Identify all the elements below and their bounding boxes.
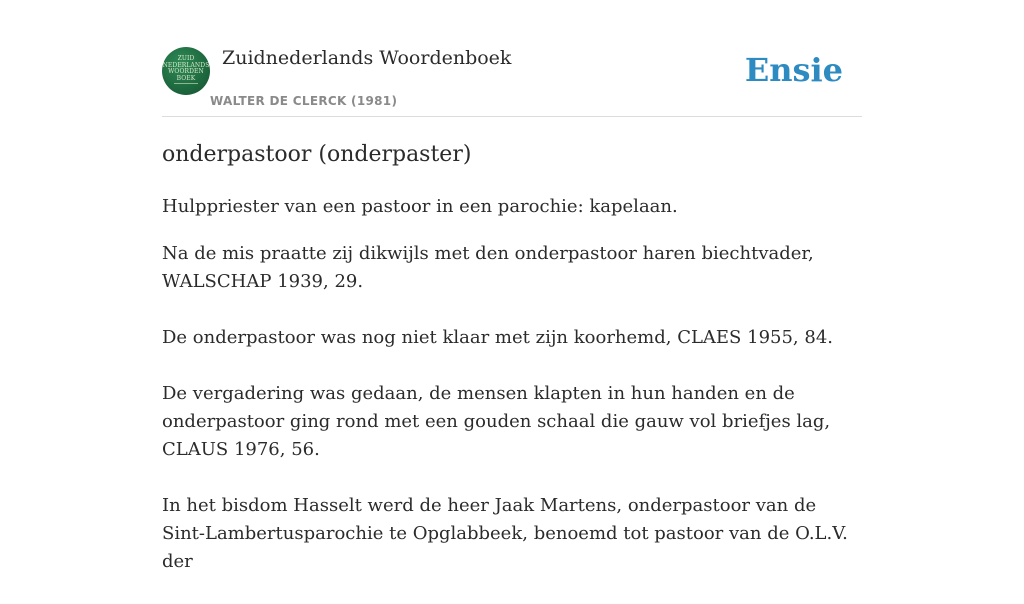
example-quote: In het bisdom Hasselt werd de heer Jaak Martens, onderpastoor van de Sint-Lambertusparochie te Opglabbeek, benoemd tot pastoor van de O.L.V. der: [162, 495, 848, 572]
ensie-logo-link[interactable]: Ensie: [744, 51, 843, 89]
example-quote: De onderpastoor was nog niet klaar met zijn koorhemd, CLAES 1955, 84.: [162, 327, 833, 348]
book-title-link[interactable]: Zuidnederlands Woordenboek: [222, 47, 512, 69]
book-author: WALTER DE CLERCK (1981): [210, 94, 398, 108]
logo-line: NEDERLANDS: [162, 61, 210, 69]
logo-line: ZUID: [177, 55, 195, 62]
page: [162, 0, 862, 572]
logo-rule: [174, 83, 198, 84]
example-quote: Na de mis praatte zij dikwijls met den onderpastoor haren biechtvader, WALSCHAP 1939, 29.: [162, 243, 814, 292]
logo-text: [162, 56, 210, 82]
book-logo[interactable]: [162, 47, 210, 95]
logo-line: BOEK: [176, 74, 196, 82]
example-quote: De vergadering was gedaan, de mensen klapten in hun handen en de onderpastoor ging rond met een gouden schaal die gauw vol briefjes lag, CLAUS 1976, 56.: [162, 383, 831, 460]
entry-definition: Hulppriester van een pastoor in een parochie: kapelaan.: [162, 196, 678, 217]
entry-title: onderpastoor (onderpaster): [162, 142, 472, 167]
logo-line: WOORDEN: [168, 68, 204, 75]
header: [162, 0, 862, 117]
example-list: [162, 240, 862, 604]
